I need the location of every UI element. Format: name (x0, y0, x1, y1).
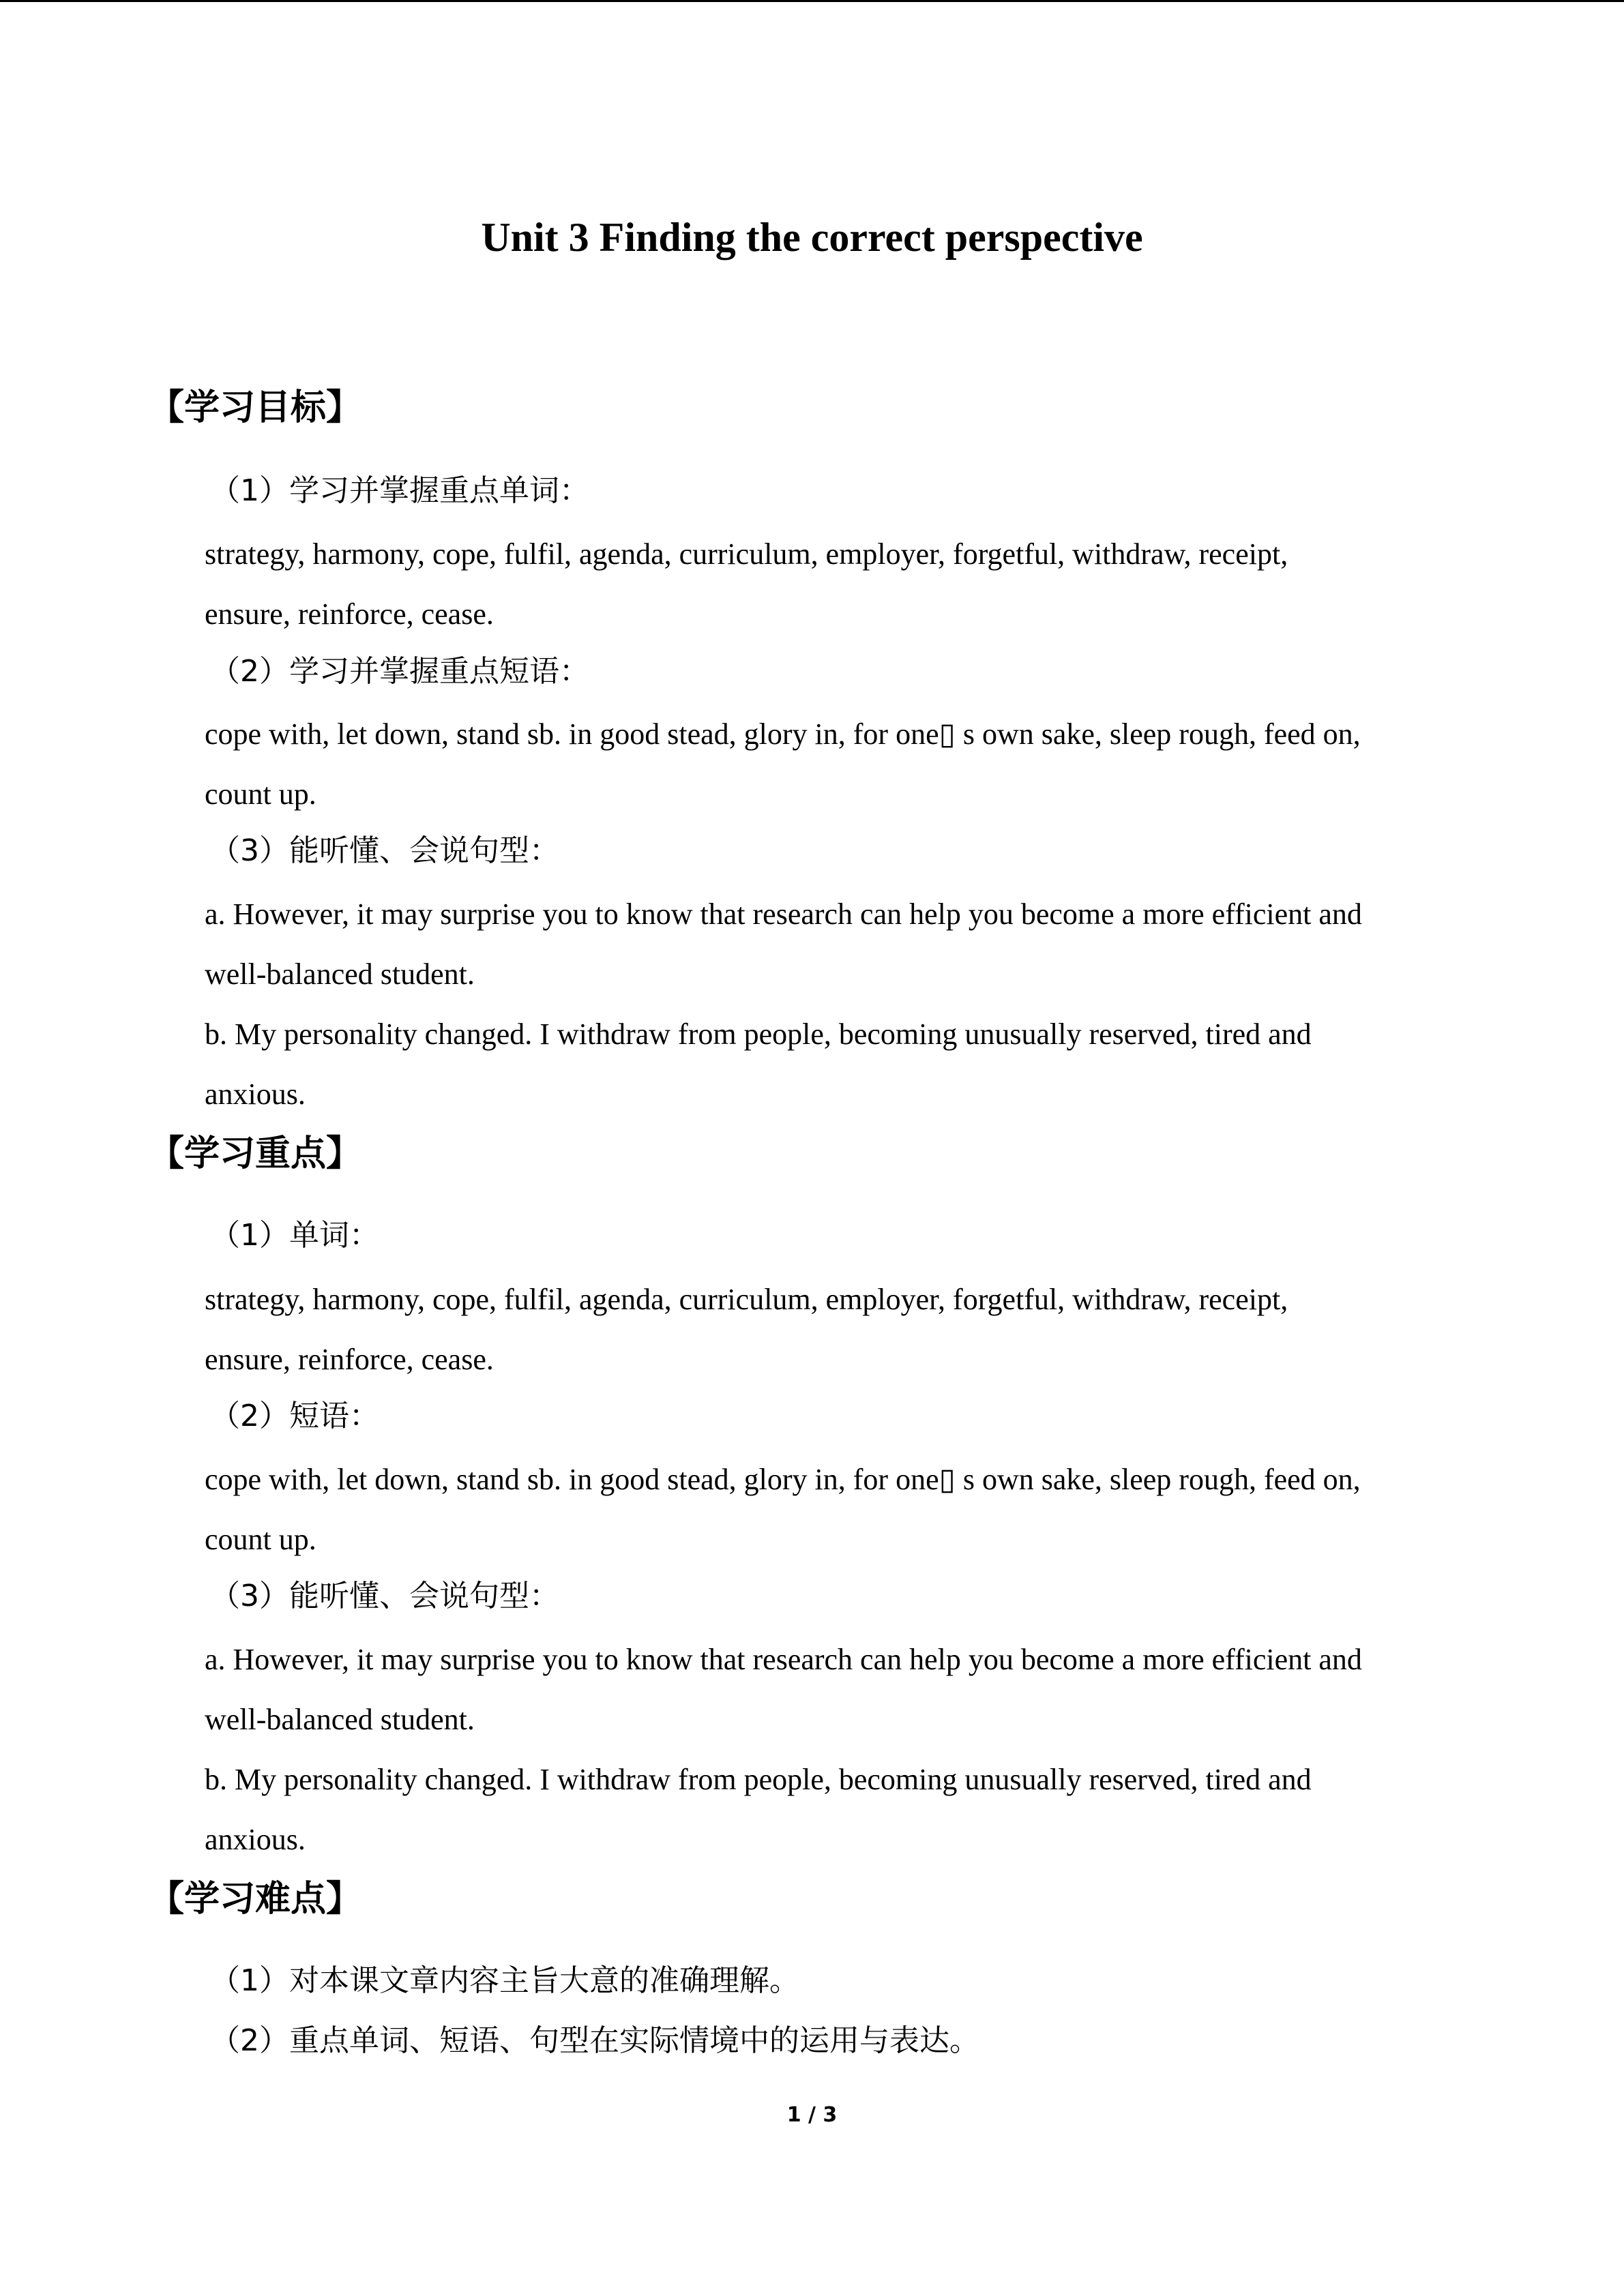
key-item-1-label: （1）单词： (210, 1218, 379, 1253)
key-item-2-line-1: cope with, let down, stand sb. in good stead, glory in, for one▯ s own sake, sleep rough, feed on, (205, 1463, 1361, 1496)
key-item-3-line-4: anxious. (205, 1823, 306, 1856)
goals-item-2-label: （2）学习并掌握重点短语： (210, 654, 589, 689)
goals-item-1-line-2: ensure, reinforce, cease. (205, 597, 494, 631)
key-item-3-label: （3）能听懂、会说句型： (210, 1579, 559, 1613)
goals-item-2-line-2: count up. (205, 777, 316, 811)
key-item-3-line-2: well-balanced student. (205, 1703, 475, 1736)
key-item-1-line-1: strategy, harmony, cope, fulfil, agenda, curriculum, employer, forgetful, withdraw, receipt, (205, 1283, 1288, 1316)
key-item-2-line-2: count up. (205, 1523, 316, 1556)
section-heading-key-points: 【学习重点】 (149, 1133, 362, 1174)
goals-item-1-line-1: strategy, harmony, cope, fulfil, agenda, curriculum, employer, forgetful, withdraw, receipt, (205, 537, 1288, 571)
goals-item-1-label: （1）学习并掌握重点单词： (210, 473, 589, 508)
section-heading-goals: 【学习目标】 (149, 387, 362, 428)
page-title: Unit 3 Finding the correct perspective (481, 215, 1143, 260)
key-item-2-label: （2）短语： (210, 1399, 379, 1433)
top-border-line (0, 0, 1624, 2)
key-item-1-line-2: ensure, reinforce, cease. (205, 1343, 494, 1376)
goals-item-2-line-1: cope with, let down, stand sb. in good stead, glory in, for one▯ s own sake, sleep rough, feed on, (205, 717, 1361, 751)
goals-item-3-line-2: well-balanced student. (205, 957, 475, 991)
goals-item-3-line-3: b. My personality changed. I withdraw from people, becoming unusually reserved, tired and (205, 1017, 1312, 1051)
goals-item-3-line-1: a. However, it may surprise you to know that research can help you become a more efficient and (205, 897, 1362, 931)
key-item-3-line-3: b. My personality changed. I withdraw from people, becoming unusually reserved, tired and (205, 1763, 1312, 1796)
key-item-3-line-1: a. However, it may surprise you to know that research can help you become a more efficient and (205, 1643, 1362, 1676)
page-number: 1 / 3 (786, 2103, 838, 2127)
difficulty-item-1: （1）对本课文章内容主旨大意的准确理解。 (210, 1963, 799, 1998)
goals-item-3-label: （3）能听懂、会说句型： (210, 833, 559, 868)
goals-item-3-line-4: anxious. (205, 1077, 306, 1111)
difficulty-item-2: （2）重点单词、短语、句型在实际情境中的运用与表达。 (210, 2023, 979, 2058)
section-heading-difficulties: 【学习难点】 (149, 1879, 362, 1920)
